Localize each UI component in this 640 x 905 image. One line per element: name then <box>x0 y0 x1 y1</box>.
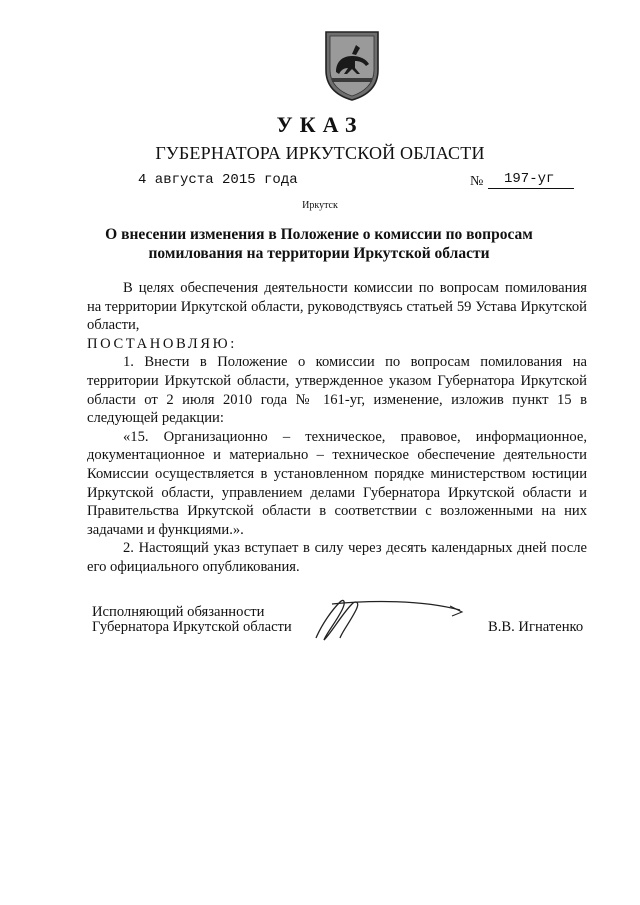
number-sign: № <box>470 174 484 189</box>
item-1-quote-paragraph: «15. Организационно – техническое, правовое, информационное, документационное и материально – техническое обеспечение деятельности Комиссии осуществляется в установленном порядке министерством юстиции Иркутской области, управлением делами Губернатора Иркутской области и Правительства Иркутской области в соответствии с возложенными на них задачами и функциями.». <box>87 428 587 538</box>
decree-body <box>87 279 587 577</box>
decree-city: Иркутск <box>302 200 338 211</box>
preamble-paragraph: В целях обеспечения деятельности комиссии по вопросам помилования на территории Иркутской области, руководствуясь статьей 59 Устава Иркутской области, <box>87 280 587 334</box>
irkutsk-coat-of-arms-icon <box>322 26 382 102</box>
signatory-position-line-1: Исполняющий обязанности <box>92 604 265 620</box>
signatory-position-line-2: Губернатора Иркутской области <box>92 619 292 635</box>
item-1-paragraph: 1. Внести в Положение о комиссии по вопросам помилования на территории Иркутской области, утвержденное указом Губернатора Иркутской области от 2 июля 2010 года № 161-уг, изменение, изложив пункт 15 в следующей редакции: <box>87 354 587 427</box>
item-2-paragraph: 2. Настоящий указ вступает в силу через десять календарных дней после его официального опубликования. <box>87 540 587 575</box>
decree-date: 4 августа 2015 года <box>138 172 298 188</box>
decree-word: ПОСТАНОВЛЯЮ: <box>87 335 237 352</box>
decree-number: 197-уг <box>504 171 555 187</box>
signatory-name: В.В. Игнатенко <box>488 619 584 635</box>
handwritten-signature <box>302 594 472 644</box>
decree-authority: ГУБЕРНАТОРА ИРКУТСКОЙ ОБЛАСТИ <box>155 143 485 163</box>
decree-title: УКАЗ <box>276 112 364 137</box>
decree-heading: О внесении изменения в Положение о комиссии по вопросам помилования на территории Иркутской области <box>105 226 533 262</box>
signatory-position <box>92 605 292 635</box>
